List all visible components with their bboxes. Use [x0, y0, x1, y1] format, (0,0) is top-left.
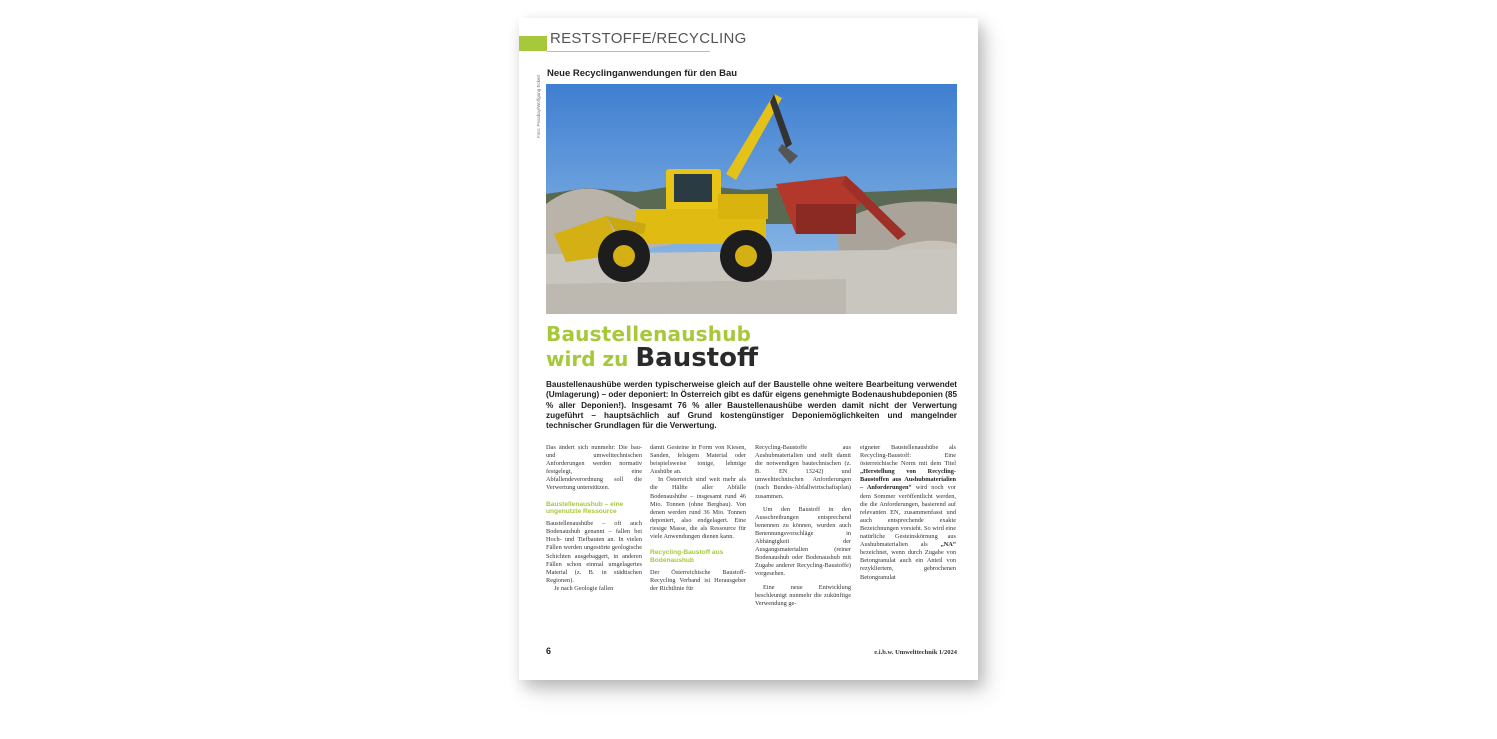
section-underline [547, 51, 710, 52]
headline-line2-prefix: wird zu [546, 347, 629, 371]
subheading: Recycling-Baustoff aus Bodenaushub [650, 549, 724, 564]
paragraph: Der Österreichische Baustoff-Recycling Verband ist Herausgeber der Richtlinie für [650, 568, 746, 592]
paragraph: In Österreich sind weit mehr als die Hälfte aller Abfälle Bodenaushübe – insgesamt rund 46 Mio. Tonnen (ohne Bergbau). Von denen werden rund 36 Mio. Tonnen deponiert, also endgelagert. Eine riesige Masse, die als Ressource für viele Anwendungen dienen kann. [650, 476, 746, 541]
text-column-3 [755, 444, 851, 608]
publication-footer: e.i.b.w. Umwelttechnik 1/2024 [874, 649, 957, 656]
photo-credit: Foto: Pexabay/Wolfgang Eckert [536, 74, 541, 138]
paragraph: Je nach Geologie fallen [554, 584, 614, 592]
magazine-page [519, 18, 978, 680]
headline-line2-main: Baustoff [635, 343, 759, 373]
article-headline [546, 324, 758, 372]
paragraph: Das ändert sich nunmehr: Die bau- und umwelttechnischen Anforderungen werden normativ festgelegt, eine Abfallendeverordnung soll die Verwertung unterstützen. [546, 444, 642, 492]
text-column-1 [546, 444, 642, 593]
norm-title: „Herstellung von Recycling-Baustoffen aus Aushubmaterialien – Anforderungen“ [860, 468, 956, 492]
text-column-4 [860, 444, 956, 582]
paragraph: Eine neue Entwicklung beschleunigt nunmehr die zukünftige Verwendung ge- [755, 583, 851, 607]
article-kicker: Neue Recyclinganwendungen für den Bau [547, 68, 738, 79]
subheading: Baustellenaushub – eine ungenutzte Ressource [546, 500, 624, 516]
article-lead: Baustellenaushübe werden typischerweise gleich auf der Baustelle ohne weitere Bearbeitung verwendet (Umlagerung) – oder deponiert: In Österreich gibt es dafür eigens genehmigte Bodenaushubdeponien (85 % aller Deponien!). Insgesamt 76 % aller Baustellenaushübe werden damit nicht der Verwertung zugeführt – hauptsächlich auf Grund kostengünstiger Deponiemöglichkeiten und mangelnder technischer Grundlagen für die Verwertung. [546, 380, 957, 431]
paragraph: damit Gesteine in Form von Kiesen, Sanden, felsigem Material oder beispielsweise tonige, lehmige Aushübe an. [650, 444, 746, 476]
section-color-block [519, 36, 547, 51]
paragraph: eigneter Baustellenaushübe als Recycling-Baustoff: Eine österreichische Norm mit dem Titel „Herstellung von Recycling-Baustoffen aus Aushubmaterialien – Anforderungen“ wird noch vor dem Sommer veröffentlicht werden, die die Anforderungen, basierend auf relevanten EN, zusammenfasst und auch entsprechende exakte Bezeichnungen vorsieht. So wird eine natürliche Gesteinskörnung aus Aushubmaterialien als „NA“ bezeichnet, wenn durch Zugabe von Betongranulat auch ein Anteil von rezykliertem, gebrochenen Betongranulat [860, 444, 956, 581]
paragraph: Um den Baustoff in den Ausschreibungen entsprechend benennen zu können, wurden auch Benennungsvorschläge in Abhängigkeit der Ausgangsmaterialien (reiner Bodenaushub oder Bodenaushub mit Zugabe anderer Recycling-Baustoffe) vorgesehen. [755, 505, 851, 578]
page-number: 6 [546, 646, 552, 656]
na-label: „NA“ [940, 541, 956, 549]
headline-line1: Baustellenaushub [546, 322, 752, 346]
article-photo [546, 84, 957, 314]
paragraph: Recycling-Baustoffe aus Aushubmaterialien und stellt damit die notwendigen bautechnischen (z. B. EN 13242) und umwelttechnischen Anforderungen (nach Bundes-Abfallwirtschaftsplan) zusammen. [755, 444, 851, 500]
headline-line2 [546, 345, 758, 372]
section-label: RESTSTOFFE/RECYCLING [550, 30, 747, 47]
text-column-2 [650, 444, 746, 593]
paragraph: Baustellenaushübe – oft auch Bodenaushub genannt – fallen bei Hoch- und Tiefbauten an. In vielen Fällen werden ungestörte geologische Schichten ausgebaggert, in anderen Fällen schon einmal umgelagertes Material (z. B. in städtischen Regionen). [546, 520, 642, 584]
